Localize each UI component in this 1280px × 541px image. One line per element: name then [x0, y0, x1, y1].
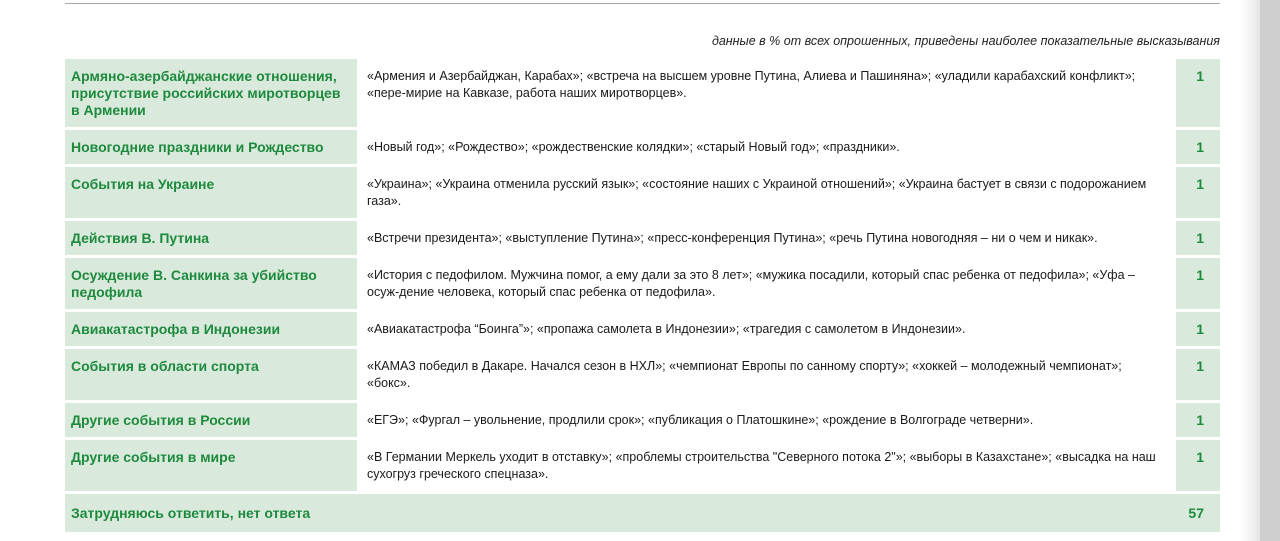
- topic-cell: [65, 59, 360, 130]
- quotes-cell: [360, 440, 1173, 494]
- percent-value: 1: [1196, 321, 1204, 337]
- value-cell: [1173, 59, 1220, 130]
- quotes-text: «ЕГЭ»; «Фургал – увольнение, продлили срок»; «публикация о Платошкине»; «рождение в Волгограде четверни».: [367, 413, 1034, 427]
- quotes-text: «Новый год»; «Рождество»; «рождественские колядки»; «старый Новый год»; «праздники».: [367, 140, 900, 154]
- quotes-cell: [360, 258, 1173, 312]
- percent-value: 1: [1196, 449, 1204, 465]
- percent-value: 1: [1196, 139, 1204, 155]
- table-row: [65, 440, 1220, 494]
- summary-topic-cell: [65, 494, 1173, 532]
- viewer-background: [1260, 0, 1280, 541]
- table-row: [65, 258, 1220, 312]
- value-cell: [1173, 258, 1220, 312]
- table-row: [65, 349, 1220, 403]
- value-cell: [1173, 403, 1220, 440]
- percent-value: 1: [1196, 230, 1204, 246]
- quotes-cell: [360, 59, 1173, 130]
- topic-label: Армяно-азербайджанские отношения, присутствие российских миротворцев в Армении: [71, 68, 341, 118]
- percent-value: 1: [1196, 267, 1204, 283]
- topic-cell: [65, 403, 360, 440]
- percent-value: 1: [1196, 358, 1204, 374]
- value-cell: [1173, 312, 1220, 349]
- table-row: [65, 312, 1220, 349]
- table-note: данные в % от всех опрошенных, приведены наиболее показательные высказывания: [711, 34, 1220, 48]
- quotes-text: «Украина»; «Украина отменила русский язык»; «состояние наших с Украиной отношений»; «Украина бастует в связи с подорожанием газа».: [367, 177, 1147, 208]
- topic-label: Новогодние праздники и Рождество: [71, 139, 324, 155]
- percent-value: 1: [1196, 68, 1204, 84]
- quotes-text: «Встречи президента»; «выступление Путина»; «пресс-конференция Путина»; «речь Путина новогодняя – ни о чем и никак».: [367, 231, 1098, 245]
- quotes-cell: [360, 221, 1173, 258]
- table-row: [65, 130, 1220, 167]
- value-cell: [1173, 349, 1220, 403]
- quotes-text: «Армения и Азербайджан, Карабах»; «встреча на высшем уровне Путина, Алиева и Пашиняна»; «уладили карабахский конфликт»; «пере-мирие на Кавказе, работа наших миротворцев».: [367, 69, 1136, 100]
- quotes-cell: [360, 130, 1173, 167]
- topic-cell: [65, 349, 360, 403]
- topic-label: Авиакатастрофа в Индонезии: [71, 321, 281, 337]
- topic-label: Другие события в мире: [71, 449, 236, 465]
- table-row: [65, 403, 1220, 440]
- summary-label: Затрудняюсь ответить, нет ответа: [71, 505, 311, 521]
- table-row: [65, 167, 1220, 221]
- topic-cell: [65, 130, 360, 167]
- table-row: [65, 59, 1220, 130]
- summary-value: 57: [1188, 505, 1204, 521]
- table-row: [65, 221, 1220, 258]
- topic-cell: [65, 167, 360, 221]
- percent-value: 1: [1196, 176, 1204, 192]
- quotes-cell: [360, 312, 1173, 349]
- topic-cell: [65, 221, 360, 258]
- value-cell: [1173, 167, 1220, 221]
- page-edge-shadow: [1240, 0, 1260, 541]
- topic-label: События в области спорта: [71, 358, 259, 374]
- summary-value-cell: [1173, 494, 1220, 532]
- quotes-cell: [360, 167, 1173, 221]
- topic-cell: [65, 258, 360, 312]
- topic-label: Действия В. Путина: [71, 230, 210, 246]
- quotes-cell: [360, 403, 1173, 440]
- topic-label: События на Украине: [71, 176, 215, 192]
- value-cell: [1173, 221, 1220, 258]
- survey-table: [65, 59, 1220, 532]
- topic-label: Другие события в России: [71, 412, 251, 428]
- quotes-text: «КАМАЗ победил в Дакаре. Начался сезон в НХЛ»; «чемпионат Европы по санному спорту»; «хоккей – молодежный чемпионат»; «бокс».: [367, 359, 1122, 390]
- quotes-text: «История с педофилом. Мужчина помог, а ему дали за это 8 лет»; «мужика посадили, который спас ребенка от педофила»; «Уфа – осуж-дение человека, который спас ребенка от педофила».: [367, 268, 1135, 299]
- quotes-text: «Авиакатастрофа “Боинга”»; «пропажа самолета в Индонезии»; «трагедия с самолетом в Индонезии».: [367, 322, 966, 336]
- quotes-text: «В Германии Меркель уходит в отставку»; «проблемы строительства "Северного потока 2"»; «выборы в Казахстане»; «высадка на наш сухогруз греческого спецназа».: [367, 450, 1156, 481]
- top-divider: [65, 3, 1220, 4]
- percent-value: 1: [1196, 412, 1204, 428]
- topic-cell: [65, 440, 360, 494]
- topic-cell: [65, 312, 360, 349]
- value-cell: [1173, 130, 1220, 167]
- value-cell: [1173, 440, 1220, 494]
- topic-label: Осуждение В. Санкина за убийство педофила: [71, 267, 317, 300]
- summary-row: [65, 494, 1220, 532]
- quotes-cell: [360, 349, 1173, 403]
